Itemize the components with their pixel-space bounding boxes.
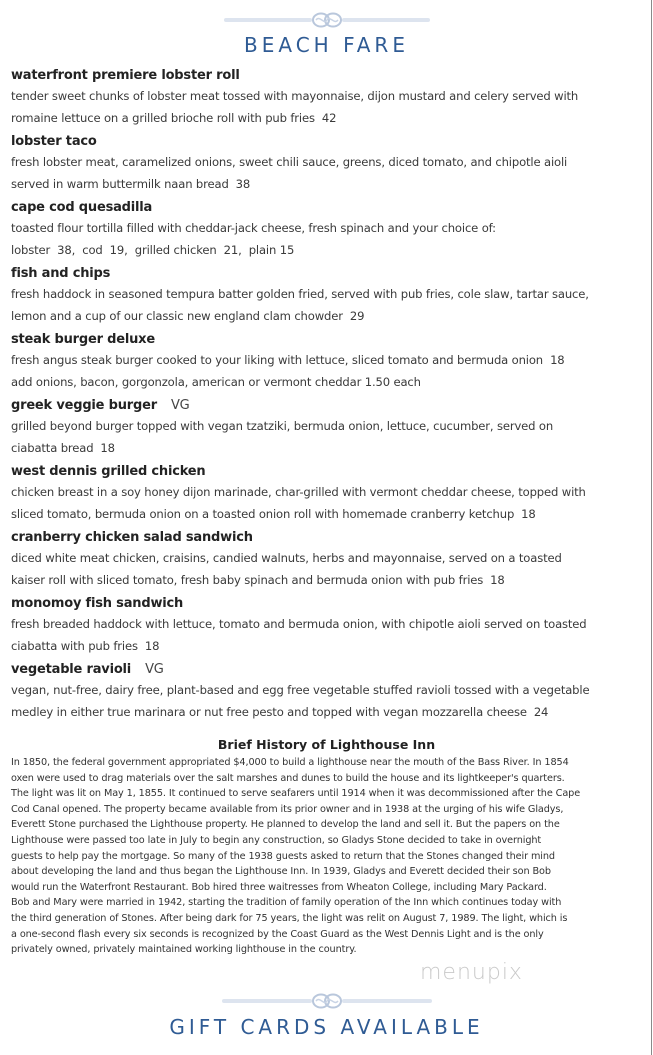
menu-item-desc-line: chicken breast in a soy honey dijon marinade, char-grilled with vermont cheddar cheese, topped with	[11, 485, 586, 499]
menu-item-desc-line: fresh breaded haddock with lettuce, tomato and bermuda onion, with chipotle aioli served on toasted	[11, 617, 587, 631]
menu-item-desc-line: fresh haddock in seasoned tempura batter golden fried, served with pub fries, cole slaw, tartar sauce,	[11, 287, 589, 301]
desc-text: romaine lettuce on a grilled brioche roll with pub fries	[11, 110, 315, 125]
history-line: Lighthouse were passed too late in July to begin any construction, so Gladys Stone decided to take in overnight	[11, 834, 542, 846]
history-text	[11, 755, 641, 958]
menu-item	[11, 594, 641, 657]
history-line: The light was lit on May 1, 1855. It continued to serve seafarers until 1914 when it was decommissioned after the Cape	[11, 788, 581, 800]
page-edge-line	[651, 0, 652, 1055]
menu-item	[11, 396, 641, 459]
divider-bar-right	[342, 999, 432, 1003]
desc-text: served in warm buttermilk naan bread	[11, 176, 229, 191]
menu-item-name-row	[11, 660, 641, 680]
menu-item-name: monomoy fish sandwich	[11, 596, 184, 611]
menu-item-desc-line: tender sweet chunks of lobster meat tossed with mayonnaise, dijon mustard and celery served with	[11, 89, 579, 103]
desc-text: kaiser roll with sliced tomato, fresh baby spinach and bermuda onion with pub fries	[11, 572, 484, 587]
menu-item	[11, 66, 641, 129]
menu-item	[11, 462, 641, 525]
rope-knot-icon	[310, 12, 344, 28]
menu-item	[11, 198, 641, 261]
desc-text: ciabatta bread	[11, 440, 94, 455]
divider-bar-right	[342, 18, 430, 22]
vegan-badge: VG	[170, 398, 190, 413]
menu-item-name: waterfront premiere lobster roll	[11, 68, 240, 83]
history-line: guests to help pay the mortgage. So many of the 1938 guests asked to return that the Stones changed their mind	[11, 850, 555, 862]
bottom-rope-divider	[222, 993, 432, 1009]
history-line: the third generation of Stones. After being dark for 75 years, the light was relit on August 7, 1989. The light, which is	[11, 912, 568, 924]
vegan-badge: VG	[145, 662, 164, 677]
menu-item-desc-line: fresh lobster meat, caramelized onions, sweet chili sauce, greens, diced tomato, and chipotle aioli	[11, 155, 568, 169]
menu-item-name: fish and chips	[11, 266, 111, 281]
history-line: privately owned, privately maintained working lighthouse in the country.	[11, 944, 357, 956]
menu-item-desc-line	[11, 438, 641, 460]
menu-item-price: 18	[521, 506, 536, 521]
menu-item	[11, 264, 641, 327]
menu-item	[11, 660, 641, 723]
menu-item-desc-line	[11, 702, 641, 724]
history-line: a one-second flash every six seconds is recognized by the Coast Guard as the West Dennis Light and is the only	[11, 928, 544, 940]
menu-item-desc-line	[11, 570, 641, 592]
menu-item-desc-line: diced white meat chicken, craisins, candied walnuts, herbs and mayonnaise, served on a toasted	[11, 551, 562, 565]
menu-item-name-row	[11, 396, 641, 416]
history-line: oxen were used to drag materials over the salt marshes and dunes to build the house and its lightkeeper's quarters.	[11, 772, 565, 784]
desc-text: ciabatta with pub fries	[11, 638, 138, 653]
menu-item-desc-line	[11, 504, 641, 526]
menupix-watermark: menupix	[420, 960, 523, 985]
desc-text: medley in either true marinara or nut free pesto and topped with vegan mozzarella cheese	[11, 704, 527, 719]
history-line: about developing the land and thus began the Lighthouse Inn. In 1939, Gladys and Everett decided their son Bob	[11, 866, 551, 878]
menu-item-price: 29	[349, 308, 365, 323]
section-title-gift-cards: GIFT CARDS AVAILABLE	[169, 1015, 484, 1039]
menu-list	[11, 66, 641, 726]
desc-text: sliced tomato, bermuda onion on a toasted onion roll with homemade cranberry ketchup	[11, 506, 515, 521]
menu-item-name: west dennis grilled chicken	[11, 464, 206, 479]
divider-bar-left	[222, 999, 312, 1003]
divider-bar-left	[224, 18, 312, 22]
menu-item-desc-line	[11, 306, 641, 328]
menu-item-name: cape cod quesadilla	[11, 200, 153, 215]
menu-item-name: greek veggie burger	[11, 398, 157, 413]
menu-item-name: cranberry chicken salad sandwich	[11, 530, 253, 545]
menu-item-price: 18	[144, 638, 160, 653]
menu-item-price: 18	[490, 572, 505, 587]
rope-knot-icon	[310, 993, 344, 1009]
section-title-beach-fare: BEACH FARE	[244, 33, 409, 57]
menu-item-name: steak burger deluxe	[11, 332, 155, 347]
menu-item-desc-line: grilled beyond burger topped with vegan tzatziki, bermuda onion, lettuce, cucumber, served on	[11, 419, 554, 433]
history-line: In 1850, the federal government appropriated $4,000 to build a lighthouse near the mouth of the Bass River. In 1854	[11, 757, 569, 768]
menu-item-name: vegetable ravioli	[11, 662, 132, 677]
menu-item-desc-line: vegan, nut-free, dairy free, plant-based and egg free vegetable stuffed ravioli tossed with a vegetable	[11, 683, 590, 697]
menu-item-desc-line	[11, 636, 641, 658]
menu-item-desc-line	[11, 174, 641, 196]
menu-item	[11, 132, 641, 195]
menu-item-price: 24	[533, 704, 549, 719]
menu-item	[11, 528, 641, 591]
menu-item-price: 18	[100, 440, 115, 455]
menu-item-desc-line: fresh angus steak burger cooked to your liking with lettuce, sliced tomato and bermuda onion 18	[11, 353, 565, 367]
menu-item	[11, 330, 641, 393]
menu-item-desc-line: toasted flour tortilla filled with cheddar-jack cheese, fresh spinach and your choice of:	[11, 221, 496, 235]
history-line: Cod Canal opened. The property became available from its prior owner and in 1938 at the urging of his wife Gladys,	[11, 803, 564, 815]
menu-item-price: 38	[235, 176, 251, 191]
history-title: Brief History of Lighthouse Inn	[217, 737, 436, 752]
history-line: would run the Waterfront Restaurant. Bob hired three waitresses from Wheaton College, including Mary Packard.	[11, 881, 547, 893]
menu-item-addons: add onions, bacon, gorgonzola, american or vermont cheddar 1.50 each	[11, 374, 421, 389]
history-line: Everett Stone purchased the Lighthouse property. He planned to develop the land and sell it. But the papers on the	[11, 819, 560, 831]
desc-text: lemon and a cup of our classic new england clam chowder	[11, 308, 343, 323]
menu-item-price: 42	[321, 110, 337, 125]
menu-item-price-options: lobster 38, cod 19, grilled chicken 21, plain 15	[11, 242, 295, 257]
top-rope-divider	[224, 12, 430, 28]
history-line: Bob and Mary were married in 1942, starting the tradition of family operation of the Inn which continues today with	[11, 897, 562, 909]
menu-item-name: lobster taco	[11, 134, 97, 149]
menu-item-desc-line	[11, 108, 641, 130]
